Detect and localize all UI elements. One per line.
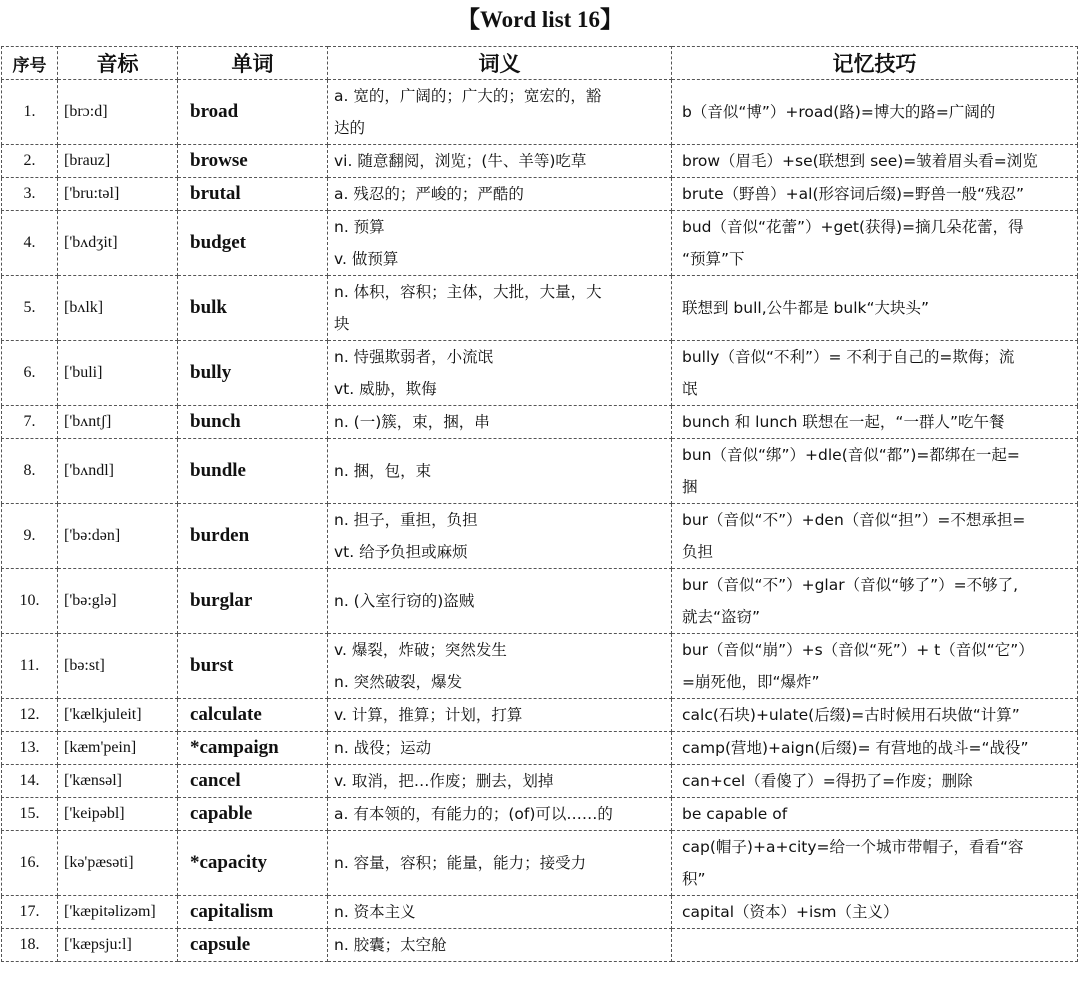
row-word: bully bbox=[178, 341, 328, 406]
row-meaning bbox=[328, 504, 672, 569]
table-row bbox=[2, 732, 1078, 765]
row-phonetic: ['bʌntʃ] bbox=[58, 406, 178, 439]
header-meaning: 词义 bbox=[328, 47, 672, 80]
meaning-line: a. 有本领的，有能力的；(of)可以……的 bbox=[334, 805, 613, 823]
row-word: burden bbox=[178, 504, 328, 569]
tip-line: bur（音似“不”）+den（音似“担”）=不想承担= bbox=[682, 511, 1026, 529]
meaning-line: n. (一)簇，束，捆，串 bbox=[334, 413, 490, 431]
row-phonetic: ['kæpsju:l] bbox=[58, 929, 178, 962]
row-memory-tip bbox=[672, 276, 1078, 341]
table-row bbox=[2, 341, 1078, 406]
row-number: 3. bbox=[2, 178, 58, 211]
row-meaning bbox=[328, 699, 672, 732]
row-meaning bbox=[328, 276, 672, 341]
row-memory-tip bbox=[672, 504, 1078, 569]
tip-line: “预算”下 bbox=[682, 250, 745, 268]
row-number: 7. bbox=[2, 406, 58, 439]
meaning-line: n. 恃强欺弱者，小流氓 bbox=[334, 348, 494, 366]
row-meaning bbox=[328, 831, 672, 896]
row-memory-tip bbox=[672, 569, 1078, 634]
tip-line: capital（资本）+ism（主义） bbox=[682, 903, 899, 921]
row-meaning bbox=[328, 634, 672, 699]
row-number: 13. bbox=[2, 732, 58, 765]
tip-line: brute（野兽）+al(形容词后缀)=野兽一般“残忍” bbox=[682, 185, 1025, 203]
meaning-line: n. 容量，容积；能量，能力；接受力 bbox=[334, 854, 587, 872]
row-memory-tip bbox=[672, 831, 1078, 896]
table-row bbox=[2, 831, 1078, 896]
row-memory-tip bbox=[672, 929, 1078, 962]
row-word: burst bbox=[178, 634, 328, 699]
row-memory-tip bbox=[672, 406, 1078, 439]
meaning-line: v. 计算，推算；计划，打算 bbox=[334, 706, 523, 724]
meaning-line: v. 做预算 bbox=[334, 250, 399, 268]
meaning-line: vt. 威胁，欺侮 bbox=[334, 380, 437, 398]
row-phonetic: ['kæpitəlizəm] bbox=[58, 896, 178, 929]
row-number: 1. bbox=[2, 80, 58, 145]
row-memory-tip bbox=[672, 341, 1078, 406]
tip-line: bur（音似“崩”）+s（音似“死”）+ t（音似“它”） bbox=[682, 641, 1034, 659]
row-word: *capacity bbox=[178, 831, 328, 896]
meaning-line: n. (入室行窃的)盗贼 bbox=[334, 592, 475, 610]
table-row bbox=[2, 798, 1078, 831]
row-memory-tip bbox=[672, 439, 1078, 504]
tip-line: 联想到 bull,公牛都是 bulk“大块头” bbox=[682, 299, 930, 317]
tip-line: bunch 和 lunch 联想在一起，“一群人”吃午餐 bbox=[682, 413, 1005, 431]
row-word: cancel bbox=[178, 765, 328, 798]
table-row bbox=[2, 765, 1078, 798]
table-row bbox=[2, 569, 1078, 634]
row-phonetic: ['kælkjuleit] bbox=[58, 699, 178, 732]
tip-line: can+cel（看傻了）=得扔了=作废；删除 bbox=[682, 772, 973, 790]
meaning-line: 达的 bbox=[334, 119, 366, 137]
row-memory-tip bbox=[672, 699, 1078, 732]
row-meaning bbox=[328, 178, 672, 211]
row-number: 9. bbox=[2, 504, 58, 569]
row-meaning bbox=[328, 341, 672, 406]
row-word: brutal bbox=[178, 178, 328, 211]
table-row bbox=[2, 276, 1078, 341]
row-number: 14. bbox=[2, 765, 58, 798]
row-memory-tip bbox=[672, 211, 1078, 276]
row-phonetic: [bʌlk] bbox=[58, 276, 178, 341]
row-number: 5. bbox=[2, 276, 58, 341]
tip-line: 负担 bbox=[682, 543, 714, 561]
meaning-line: vi. 随意翻阅，浏览；(牛、羊等)吃草 bbox=[334, 152, 587, 170]
row-number: 16. bbox=[2, 831, 58, 896]
meaning-line: v. 取消，把…作废；删去，划掉 bbox=[334, 772, 554, 790]
row-meaning bbox=[328, 80, 672, 145]
tip-line: 捆 bbox=[682, 478, 698, 496]
meaning-line: n. 战役；运动 bbox=[334, 739, 432, 757]
table-row bbox=[2, 504, 1078, 569]
row-number: 15. bbox=[2, 798, 58, 831]
row-phonetic: ['kænsəl] bbox=[58, 765, 178, 798]
row-number: 2. bbox=[2, 145, 58, 178]
row-meaning bbox=[328, 439, 672, 504]
row-phonetic: ['bʌdʒit] bbox=[58, 211, 178, 276]
table-row bbox=[2, 145, 1078, 178]
row-meaning bbox=[328, 211, 672, 276]
row-memory-tip bbox=[672, 634, 1078, 699]
tip-line: camp(营地)+aign(后缀)= 有营地的战斗=“战役” bbox=[682, 739, 1029, 757]
meaning-line: n. 预算 bbox=[334, 218, 385, 236]
tip-line: bully（音似“不利”）= 不利于自己的=欺侮；流 bbox=[682, 348, 1015, 366]
tip-line: 氓 bbox=[682, 380, 698, 398]
meaning-line: n. 体积，容积；主体，大批，大量，大 bbox=[334, 283, 602, 301]
meaning-line: n. 胶囊；太空舱 bbox=[334, 936, 447, 954]
row-meaning bbox=[328, 406, 672, 439]
meaning-line: 块 bbox=[334, 315, 350, 333]
header-number: 序号 bbox=[2, 47, 58, 80]
meaning-line: a. 宽的，广阔的；广大的；宽宏的，豁 bbox=[334, 87, 602, 105]
row-number: 8. bbox=[2, 439, 58, 504]
row-meaning bbox=[328, 765, 672, 798]
row-memory-tip bbox=[672, 80, 1078, 145]
row-phonetic: [bə:st] bbox=[58, 634, 178, 699]
header-word: 单词 bbox=[178, 47, 328, 80]
row-phonetic: ['buli] bbox=[58, 341, 178, 406]
row-number: 10. bbox=[2, 569, 58, 634]
row-word: capsule bbox=[178, 929, 328, 962]
row-number: 11. bbox=[2, 634, 58, 699]
table-row bbox=[2, 896, 1078, 929]
meaning-line: vt. 给予负担或麻烦 bbox=[334, 543, 468, 561]
header-memory-tip: 记忆技巧 bbox=[672, 47, 1078, 80]
table-row bbox=[2, 211, 1078, 276]
row-word: broad bbox=[178, 80, 328, 145]
meaning-line: n. 担子，重担，负担 bbox=[334, 511, 478, 529]
row-word: capable bbox=[178, 798, 328, 831]
tip-line: b（音似“博”）+road(路)=博大的路=广阔的 bbox=[682, 103, 996, 121]
header-phonetic: 音标 bbox=[58, 47, 178, 80]
meaning-line: v. 爆裂，炸破；突然发生 bbox=[334, 641, 507, 659]
row-number: 4. bbox=[2, 211, 58, 276]
row-meaning bbox=[328, 732, 672, 765]
row-phonetic: ['bʌndl] bbox=[58, 439, 178, 504]
table-row bbox=[2, 929, 1078, 962]
word-rows bbox=[2, 80, 1078, 962]
row-phonetic: ['bə:dən] bbox=[58, 504, 178, 569]
tip-line: 就去“盗窃” bbox=[682, 608, 761, 626]
row-memory-tip bbox=[672, 798, 1078, 831]
row-phonetic: [brɔ:d] bbox=[58, 80, 178, 145]
tip-line: 积” bbox=[682, 870, 706, 888]
row-memory-tip bbox=[672, 732, 1078, 765]
row-word: budget bbox=[178, 211, 328, 276]
table-row bbox=[2, 699, 1078, 732]
row-phonetic: ['bru:təl] bbox=[58, 178, 178, 211]
table-row bbox=[2, 439, 1078, 504]
row-phonetic: [kæm'pein] bbox=[58, 732, 178, 765]
tip-line: bur（音似“不”）+glar（音似“够了”）=不够了, bbox=[682, 576, 1019, 594]
row-memory-tip bbox=[672, 178, 1078, 211]
row-word: bulk bbox=[178, 276, 328, 341]
row-phonetic: ['bə:glə] bbox=[58, 569, 178, 634]
row-meaning bbox=[328, 569, 672, 634]
row-word: bundle bbox=[178, 439, 328, 504]
row-phonetic: [brauz] bbox=[58, 145, 178, 178]
row-meaning bbox=[328, 896, 672, 929]
meaning-line: n. 突然破裂，爆发 bbox=[334, 673, 463, 691]
row-memory-tip bbox=[672, 145, 1078, 178]
row-word: burglar bbox=[178, 569, 328, 634]
row-meaning bbox=[328, 929, 672, 962]
row-number: 17. bbox=[2, 896, 58, 929]
row-number: 6. bbox=[2, 341, 58, 406]
row-word: calculate bbox=[178, 699, 328, 732]
tip-line: bun（音似“绑”）+dle(音似“都”)=都绑在一起= bbox=[682, 446, 1020, 464]
tip-line: be capable of bbox=[682, 805, 788, 823]
meaning-line: a. 残忍的；严峻的；严酷的 bbox=[334, 185, 524, 203]
header-row bbox=[2, 47, 1078, 80]
table-row bbox=[2, 406, 1078, 439]
row-word: capitalism bbox=[178, 896, 328, 929]
table-row bbox=[2, 178, 1078, 211]
row-word: *campaign bbox=[178, 732, 328, 765]
tip-line: calc(石块)+ulate(后缀)=古时候用石块做“计算” bbox=[682, 706, 1020, 724]
row-word: bunch bbox=[178, 406, 328, 439]
row-meaning bbox=[328, 145, 672, 178]
tip-line: brow（眉毛）+se(联想到 see)=皱着眉头看=浏览 bbox=[682, 152, 1038, 170]
row-meaning bbox=[328, 798, 672, 831]
tip-line: cap(帽子)+a+city=给一个城市带帽子，看看“容 bbox=[682, 838, 1024, 856]
row-word: browse bbox=[178, 145, 328, 178]
meaning-line: n. 资本主义 bbox=[334, 903, 416, 921]
row-number: 18. bbox=[2, 929, 58, 962]
row-phonetic: ['keipəbl] bbox=[58, 798, 178, 831]
table-row bbox=[2, 80, 1078, 145]
row-memory-tip bbox=[672, 765, 1078, 798]
row-number: 12. bbox=[2, 699, 58, 732]
row-phonetic: [kə'pæsəti] bbox=[58, 831, 178, 896]
row-memory-tip bbox=[672, 896, 1078, 929]
tip-line: bud（音似“花蕾”）+get(获得)=摘几朵花蕾，得 bbox=[682, 218, 1024, 236]
meaning-line: n. 捆，包，束 bbox=[334, 462, 432, 480]
tip-line: =崩死他，即“爆炸” bbox=[682, 673, 820, 691]
table-row bbox=[2, 634, 1078, 699]
page-title: 【Word list 16】 bbox=[456, 7, 624, 32]
word-table bbox=[1, 46, 1078, 962]
